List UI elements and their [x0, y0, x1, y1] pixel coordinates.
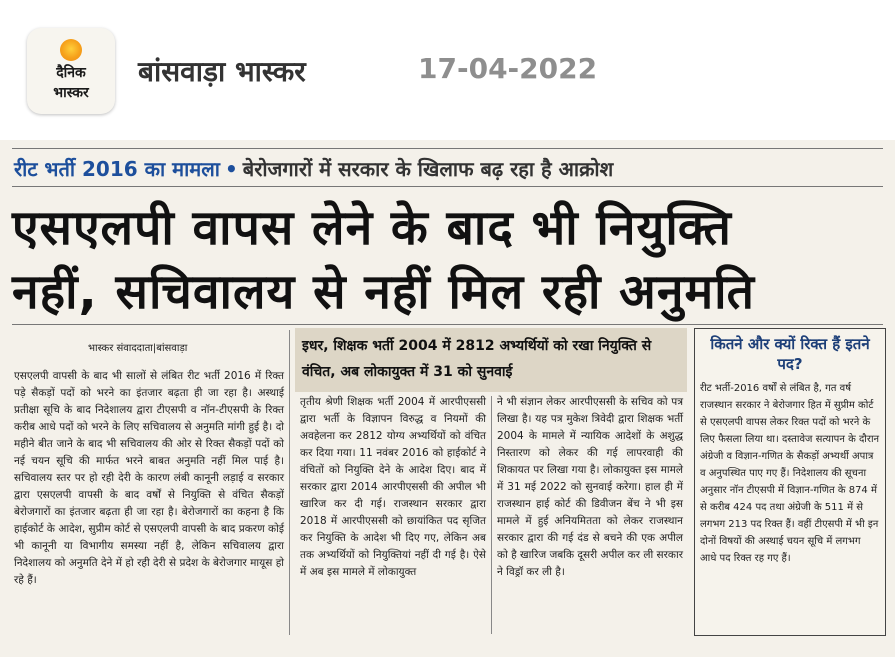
headline-line-2: नहीं, सचिवालय से नहीं मिल रही अनुमति: [12, 264, 755, 320]
column-divider: [491, 396, 492, 634]
page-header: [0, 0, 895, 140]
sub-article-column-2: [497, 394, 683, 581]
sub-article-column-1: [300, 394, 486, 581]
sub-article-text-1: तृतीय श्रेणी शिक्षक भर्ती 2004 में आरपीएससी द्वारा भर्ती के विज्ञापन विरुद्ध व नियमों की अवहेलना कर 2812 योग्य अभ्यर्थियों को वंचित कर दिया गया। 11 नवंबर 2016 को हाईकोर्ट ने वंचितों को नियुक्ति देने के आदेश दिए। बाद में सरकार द्वारा 2014 आरपीएससी की अपील भी खारिज कर दी गई। राजस्थान सरकार द्वारा 2018 में आरपीएससी को छायांकित पद सृजित कर नियुक्ति के आदेश भी दिए गए, लेकिन अब तक अभ्यर्थियों को नियुक्तियां नहीं दी गई है। ऐसे में अब इस मामले में लोकायुक्त: [300, 396, 486, 578]
logo-line-2: भास्कर: [53, 85, 89, 101]
kicker-topic: रीट भर्ती 2016 का मामला: [14, 157, 220, 181]
kicker: [14, 155, 613, 182]
edition-date: 17-04-2022: [418, 52, 598, 85]
top-divider: [12, 148, 883, 149]
dainik-bhaskar-logo: [27, 28, 115, 114]
sidebar-text: रीट भर्ती-2016 वर्षों से लंबित है, गत वर्ष राजस्थान सरकार ने बेरोजगार हित में सुप्रीम कोर्ट से एसएलपी वापस लेकर रिक्त पदों को भरने के लिए फैसला लिया था। दस्तावेज सत्यापन के दौरान अंग्रेजी व विज्ञान-गणित के सैकड़ों अभ्यर्थी अपात्र व अनुपस्थित पाए गए हैं। निदेशालय की सूचना अनुसार नॉन टीएसपी में विज्ञान-गणित के 874 में से करीब 424 पद तथा अंग्रेजी के 511 में से लगभग 213 पद रिक्त हैं। वहीं टीएसपी में भी इन दोनों विषयों की अस्थाई चयन सूचि में लगभग आधे पद रिक्त रह गए हैं।: [700, 383, 880, 564]
sun-icon: [60, 39, 82, 61]
sub-article-headline: इधर, शिक्षक भर्ती 2004 में 2812 अभ्यर्थियों को रखा नियुक्ति से वंचित, अब लोकायुक्त में 31 को सुनवाई: [302, 338, 652, 380]
headline-line-1: एसएलपी वापस लेने के बाद भी नियुक्ति: [12, 200, 732, 256]
sub-article-text-2: ने भी संज्ञान लेकर आरपीएससी के सचिव को पत्र लिखा है। यह पत्र मुकेश त्रिवेदी द्वारा शिक्षक भर्ती 2004 के मामले में न्यायिक आदेशों के अशुद्ध निस्तारण को लेकर की गई लापरवाही की शिकायत पर लिखा गया है। लोकायुक्त इस मामले में 31 मई 2022 को सुनवाई करेगा। हाल ही में राजस्थान हाई कोर्ट की डिवीजन बेंच ने भी इस मामले में हुई अनियमितता को लेकर राजस्थान सरकार द्वारा की गई दंड से बचने की एक अपील को है खारिज जबकि दूसरी अपील कर ली सरकार ने विड्रॉ कर ली है।: [497, 396, 683, 578]
headline-divider: [12, 324, 883, 325]
kicker-separator: •: [224, 157, 238, 181]
kicker-divider: [12, 186, 883, 187]
main-article-text: एसएलपी वापसी के बाद भी सालों से लंबित रीट भर्ती 2016 में रिक्त पड़े सैकड़ों पदों को भरने का इंतजार बढ़ता ही जा रहा है। अस्थाई प्रतीक्षा सूचि के बाद निदेशालय द्वारा टीएसपी व नॉन-टीएसपी के रिक्त करीब आधे पदों को भरने के लिए सचिवालय से अनुमति मांगी हुई है। दो महीने बीत जाने के बाद भी सचिवालय की ओर से रिक्त सैकड़ों पदों को नई चयन सूचि की मार्फत भरने बाबत अनुमति नहीं मिल पाई है। सचिवालय स्तर पर हो रही देरी के कारण लंबी कानूनी लड़ाई व सरकार द्वारा एसएलपी वापसी के बाद वर्षों से नियुक्ति से वंचित सैकड़ों बेरोजगारों का इंतजार बढ़ता ही जा रहा है। बेरोजगारों का कहना है कि हाईकोर्ट के आदेश, सुप्रीम कोर्ट से एसएलपी वापसी के बाद प्रकरण कोई भी कानूनी या विभागीय समस्या नहीं है, लेकिन सचिवालय द्वारा निदेशालय को अनुमति देने में हो रही देरी से प्रदेश के बेरोजगार मायूस हो रहे हैं।: [14, 370, 284, 586]
sidebar-title: कितने और क्यों रिक्त हैं इतने पद?: [710, 335, 870, 373]
column-divider: [289, 330, 290, 635]
kicker-text: बेरोजगारों में सरकार के खिलाफ बढ़ रहा है आक्रोश: [242, 157, 614, 181]
edition-name: बांसवाड़ा भास्कर: [138, 55, 306, 88]
byline: भास्कर संवाददाता|बांसवाड़ा: [88, 343, 188, 354]
main-article-body: [14, 368, 284, 589]
logo-line-1: दैनिक: [56, 65, 86, 81]
